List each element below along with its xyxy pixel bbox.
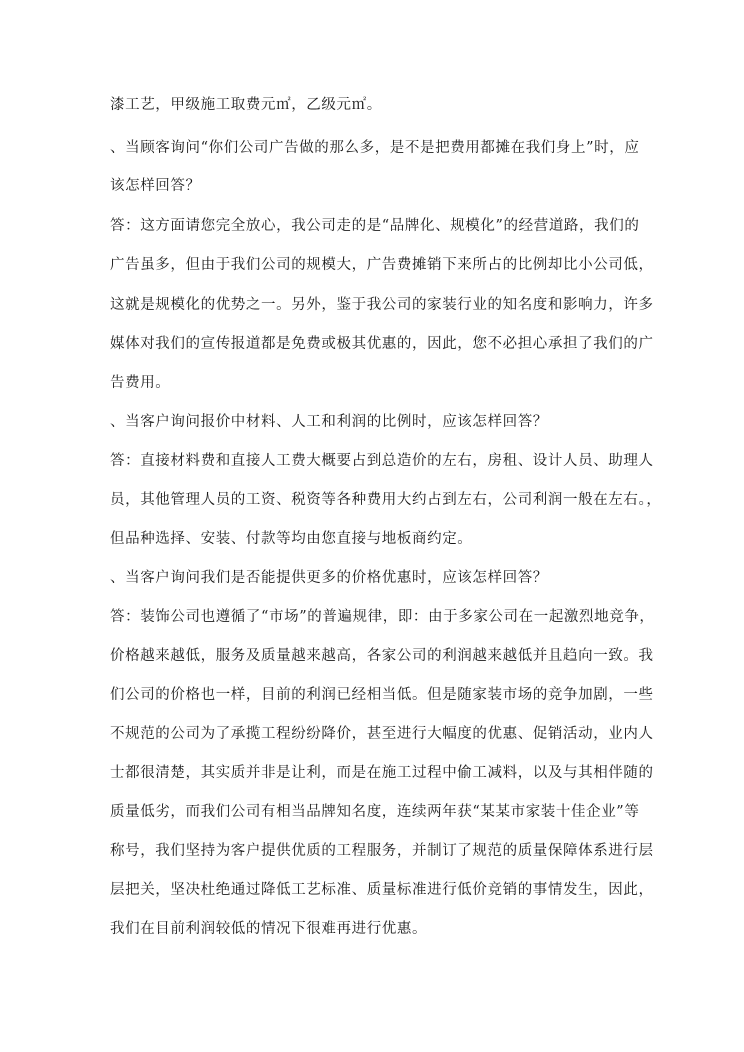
text-line: 不规范的公司为了承揽工程纷纷降价，甚至进行大幅度的优惠、促销活动，业内人: [110, 726, 654, 742]
text-line: 该怎样回答？: [110, 178, 201, 194]
text-line: 质量低劣，而我们公司有相当品牌知名度，连续两年获“某某市家装十佳企业”等: [110, 804, 640, 820]
text-line: 媒体对我们的宣传报道都是免费或极其优惠的，因此，您不必担心承担了我们的广: [110, 336, 654, 352]
text-line: 员，其他管理人员的工资、税资等各种费用大约占到左右，公司利润一般在左右。，: [110, 492, 662, 508]
text-line: 告费用。: [110, 375, 171, 391]
text-line: 漆工艺，甲级施工取费元㎡，乙级元㎡。: [110, 97, 382, 113]
text-line: 称号，我们坚持为客户提供优质的工程服务，并制订了规范的质量保障体系进行层: [110, 843, 654, 859]
text-line: 们公司的价格也一样，目前的利润已经相当低。但是随家装市场的竞争加剧，一些: [110, 687, 654, 703]
text-line: 、当客户询问我们是否能提供更多的价格优惠时，应该怎样回答？: [110, 570, 548, 586]
text-line: 价格越来越低，服务及质量越来越高，各家公司的利润越来越低并且趋向一致。我: [110, 648, 654, 664]
text-line: 我们在目前利润较低的情况下很难再进行优惠。: [110, 921, 428, 937]
text-line: 这就是规模化的优势之一。另外，鉴于我公司的家装行业的知名度和影响力，许多: [110, 297, 654, 313]
text-line: 层把关，坚决杜绝通过降低工艺标准、质量标准进行低价竞销的事情发生，因此，: [110, 882, 654, 898]
text-line: 但品种选择、安装、付款等均由您直接与地板商约定。: [110, 531, 473, 547]
text-line: 广告虽多，但由于我们公司的规模大，广告费摊销下来所占的比例却比小公司低，: [110, 257, 654, 273]
text-line: 答：直接材料费和直接人工费大概要占到总造价的左右，房租、设计人员、助理人: [110, 453, 654, 469]
text-line: 、当客户询问报价中材料、人工和利润的比例时，应该怎样回答？: [110, 414, 548, 430]
text-line: 答：这方面请您完全放心，我公司走的是“品牌化、规模化”的经营道路，我们的: [110, 218, 640, 234]
text-line: 答：装饰公司也遵循了“市场”的普遍规律，即：由于多家公司在一起激烈地竞争，: [110, 609, 655, 625]
text-line: 士都很清楚，其实质并非是让利，而是在施工过程中偷工减料，以及与其相伴随的: [110, 765, 654, 781]
text-line: 、当顾客询问“你们公司广告做的那么多，是不是把费用都摊在我们身上”时，应: [110, 140, 640, 156]
